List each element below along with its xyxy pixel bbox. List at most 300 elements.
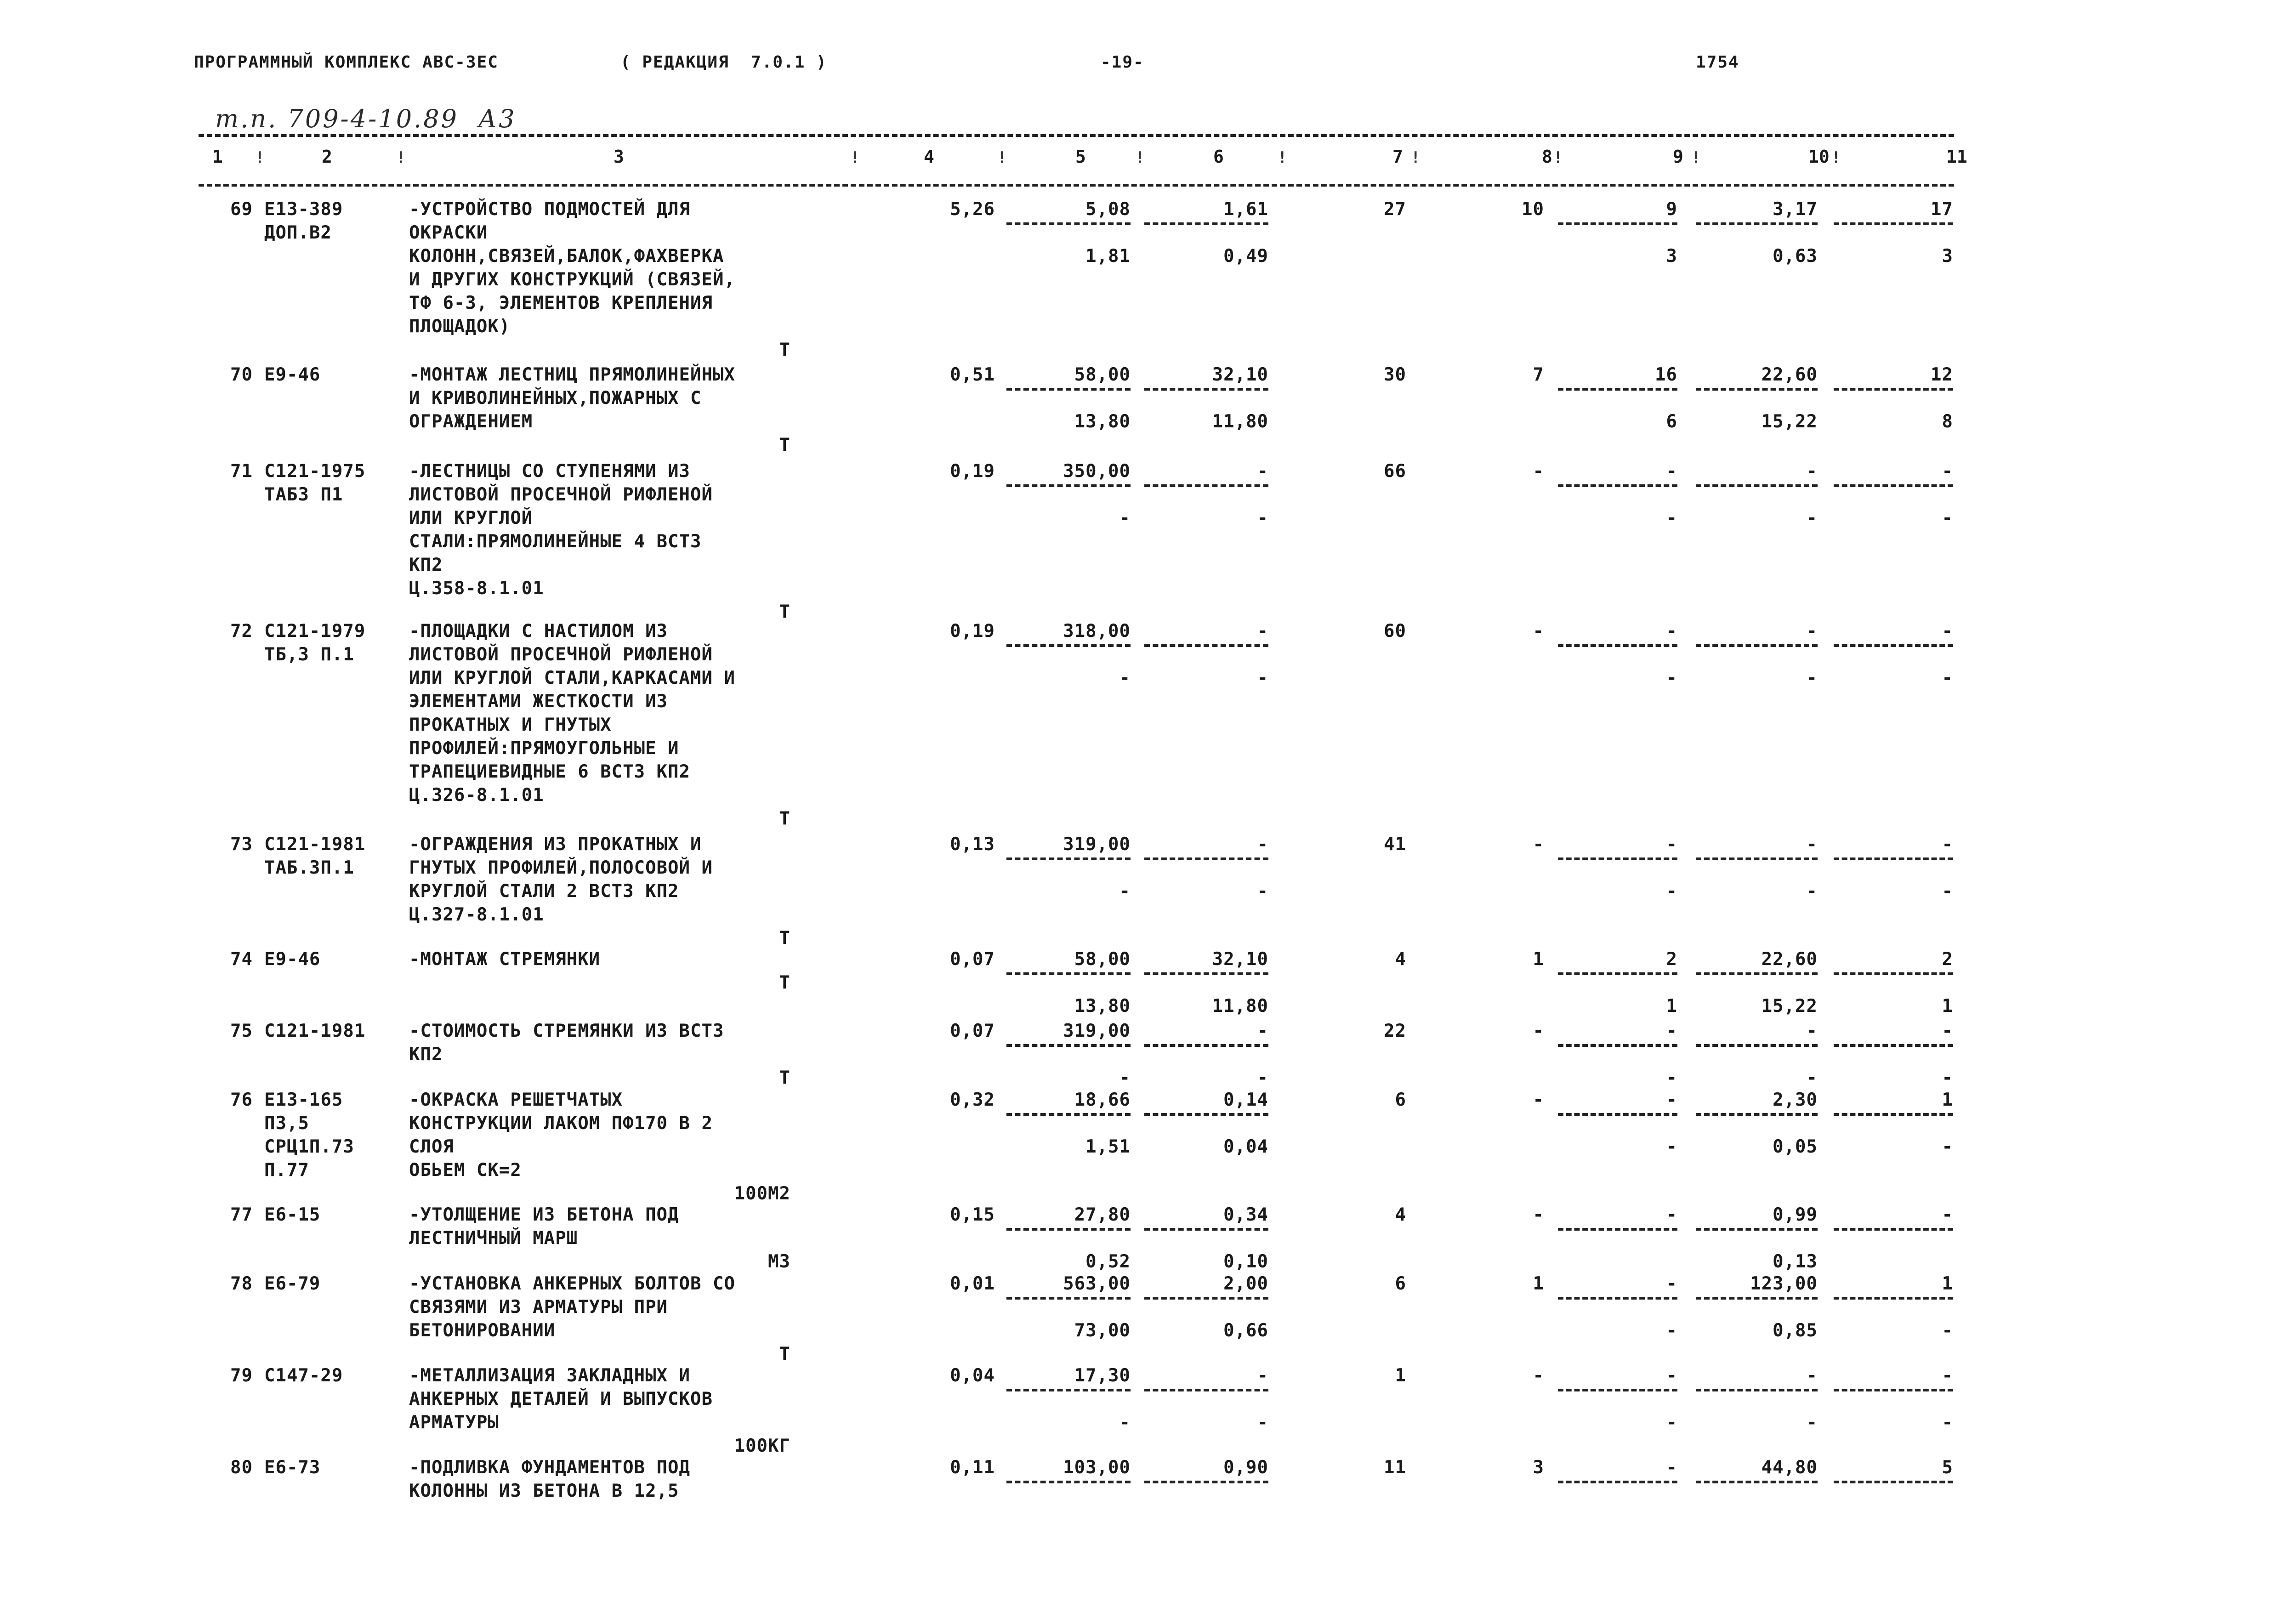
- value-c6b: -: [1257, 881, 1268, 902]
- fraction-line: [1834, 972, 1953, 975]
- fraction-line: [1558, 1113, 1677, 1116]
- value-c5: 318,00: [1063, 621, 1131, 642]
- fraction-line: [1144, 1044, 1268, 1047]
- column-number: 3: [614, 147, 624, 167]
- row-unit: Т: [779, 928, 790, 948]
- fraction-line: [1834, 1297, 1953, 1300]
- value-c9: -: [1666, 461, 1677, 482]
- row-description: КОЛОННЫ ИЗ БЕТОНА В 12,5: [409, 1481, 679, 1501]
- row-description: СВЯЗЯМИ ИЗ АРМАТУРЫ ПРИ: [409, 1297, 668, 1317]
- fraction-line: [1558, 1044, 1677, 1047]
- value-c11b: 1: [1942, 996, 1953, 1016]
- row-number: 78: [230, 1273, 253, 1294]
- value-c4: 0,13: [950, 834, 995, 855]
- row-description: -ОГРАЖДЕНИЯ ИЗ ПРОКАТНЫХ И: [409, 834, 702, 855]
- row-description: -МЕТАЛЛИЗАЦИЯ ЗАКЛАДНЫХ И: [409, 1365, 690, 1386]
- value-c11: -: [1942, 461, 1953, 482]
- value-c6: -: [1257, 1365, 1268, 1386]
- fraction-line: [1696, 484, 1818, 487]
- value-c6b: -: [1257, 1068, 1268, 1088]
- fraction-line: [1696, 1228, 1818, 1231]
- value-c11: 12: [1931, 364, 1953, 385]
- row-description: -МОНТАЖ ЛЕСТНИЦ ПРЯМОЛИНЕЙНЫХ: [409, 364, 735, 385]
- value-c5: 17,30: [1074, 1365, 1131, 1386]
- value-c10: 123,00: [1750, 1273, 1818, 1294]
- value-c11b: -: [1942, 881, 1953, 902]
- value-c6: -: [1257, 621, 1268, 642]
- row-code: П.77: [264, 1160, 309, 1181]
- edition-label: ( РЕДАКЦИЯ 7.0.1 ): [620, 53, 827, 72]
- fraction-line: [1006, 388, 1131, 391]
- row-unit: Т: [779, 808, 790, 829]
- row-code: С121-1981: [264, 1021, 366, 1041]
- value-c9: -: [1666, 1021, 1677, 1041]
- fraction-line: [1006, 1481, 1131, 1483]
- fraction-line: [1696, 1297, 1818, 1300]
- column-separator: !: [1553, 148, 1563, 167]
- value-c5b: -: [1119, 508, 1131, 528]
- value-c7: 60: [1384, 621, 1406, 642]
- value-c5b: 0,52: [1085, 1251, 1131, 1272]
- value-c4: 0,32: [950, 1090, 995, 1110]
- fraction-line: [1558, 1297, 1677, 1300]
- value-c10: 0,99: [1773, 1204, 1818, 1225]
- value-c10b: -: [1806, 881, 1818, 902]
- value-c6: 0,14: [1223, 1090, 1268, 1110]
- row-code: Е13-165: [264, 1090, 343, 1110]
- value-c7: 41: [1384, 834, 1406, 855]
- value-c4: 0,11: [950, 1457, 995, 1478]
- fraction-line: [1834, 1113, 1953, 1116]
- value-c8: 1: [1533, 1273, 1544, 1294]
- row-description: СЛОЯ: [409, 1136, 454, 1157]
- value-c11: -: [1942, 1204, 1953, 1225]
- value-c7: 22: [1384, 1021, 1406, 1041]
- fraction-line: [1006, 644, 1131, 647]
- row-description: -СТОИМОСТЬ СТРЕМЯНКИ ИЗ ВСТ3: [409, 1021, 724, 1041]
- value-c6: -: [1257, 834, 1268, 855]
- value-c9: 16: [1655, 364, 1677, 385]
- row-description: КРУГЛОЙ СТАЛИ 2 ВСТ3 КП2: [409, 881, 679, 902]
- column-separator: !: [1831, 148, 1841, 167]
- row-description: АРМАТУРЫ: [409, 1412, 499, 1433]
- fraction-line: [1144, 1228, 1268, 1231]
- fraction-line: [1006, 857, 1131, 860]
- fraction-line: [1006, 1297, 1131, 1300]
- value-c8: 10: [1522, 199, 1544, 220]
- fraction-line: [1696, 857, 1818, 860]
- fraction-line: [1006, 484, 1131, 487]
- value-c11: 17: [1931, 199, 1953, 220]
- row-description: ТРАПЕЦИЕВИДНЫЕ 6 ВСТ3 КП2: [409, 761, 690, 782]
- fraction-line: [1696, 1044, 1818, 1047]
- fraction-line: [1834, 1228, 1953, 1231]
- value-c9b: 6: [1666, 411, 1677, 432]
- row-description: И КРИВОЛИНЕЙНЫХ,ПОЖАРНЫХ С: [409, 388, 702, 409]
- row-description: СТАЛИ:ПРЯМОЛИНЕЙНЫЕ 4 ВСТ3: [409, 531, 702, 552]
- value-c10b: -: [1806, 1068, 1818, 1088]
- row-number: 76: [230, 1090, 253, 1110]
- value-c9: 2: [1666, 949, 1677, 970]
- value-c6: 32,10: [1212, 949, 1268, 970]
- value-c9: -: [1666, 1090, 1677, 1110]
- row-description: КП2: [409, 1044, 443, 1065]
- value-c11b: 3: [1942, 246, 1953, 267]
- column-number: 7: [1392, 147, 1403, 167]
- value-c9b: -: [1666, 881, 1677, 902]
- column-number: 8: [1542, 147, 1552, 167]
- value-c7: 6: [1395, 1090, 1406, 1110]
- value-c10b: 15,22: [1761, 996, 1818, 1016]
- fraction-line: [1144, 857, 1268, 860]
- value-c6: -: [1257, 461, 1268, 482]
- value-c9b: -: [1666, 1136, 1677, 1157]
- fraction-line: [1696, 222, 1818, 225]
- fraction-line: [1144, 644, 1268, 647]
- fraction-line: [1834, 388, 1953, 391]
- value-c10: -: [1806, 834, 1818, 855]
- value-c4: 0,51: [950, 364, 995, 385]
- value-c11: -: [1942, 1021, 1953, 1041]
- row-description: АНКЕРНЫХ ДЕТАЛЕЙ И ВЫПУСКОВ: [409, 1389, 713, 1409]
- value-c5: 563,00: [1063, 1273, 1131, 1294]
- value-c11b: -: [1942, 508, 1953, 528]
- value-c5: 18,66: [1074, 1090, 1131, 1110]
- row-unit: Т: [779, 340, 790, 360]
- row-number: 70: [230, 364, 253, 385]
- fraction-line: [1834, 857, 1953, 860]
- row-description: ГНУТЫХ ПРОФИЛЕЙ,ПОЛОСОВОЙ И: [409, 857, 713, 878]
- value-c6: 0,90: [1223, 1457, 1268, 1478]
- value-c4: 0,15: [950, 1204, 995, 1225]
- value-c10: -: [1806, 1365, 1818, 1386]
- sheet-number: 1754: [1696, 53, 1739, 72]
- value-c11b: 8: [1942, 411, 1953, 432]
- row-code: С121-1979: [264, 621, 366, 642]
- value-c7: 4: [1395, 949, 1406, 970]
- value-c10: 44,80: [1761, 1457, 1818, 1478]
- row-unit: Т: [779, 1344, 790, 1364]
- fraction-line: [1834, 222, 1953, 225]
- row-description: -ОКРАСКА РЕШЕТЧАТЫХ: [409, 1090, 623, 1110]
- value-c8: -: [1533, 621, 1544, 642]
- value-c7: 66: [1384, 461, 1406, 482]
- value-c5: 319,00: [1063, 834, 1131, 855]
- value-c10b: 15,22: [1761, 411, 1818, 432]
- value-c6: 2,00: [1223, 1273, 1268, 1294]
- value-c5b: -: [1119, 881, 1131, 902]
- column-number: 4: [924, 147, 934, 167]
- row-unit: Т: [779, 435, 790, 455]
- value-c10b: 0,05: [1773, 1136, 1818, 1157]
- row-code: Е13-389: [264, 199, 343, 220]
- value-c11: 1: [1942, 1273, 1953, 1294]
- page-number: -19-: [1101, 53, 1144, 72]
- row-description: КП2: [409, 555, 443, 575]
- row-description: И ДРУГИХ КОНСТРУКЦИЙ (СВЯЗЕЙ,: [409, 269, 735, 290]
- row-description: -ЛЕСТНИЦЫ СО СТУПЕНЯМИ ИЗ: [409, 461, 690, 482]
- row-code: ТБ,3 П.1: [264, 644, 354, 665]
- value-c6: 1,61: [1223, 199, 1268, 220]
- value-c5: 58,00: [1074, 364, 1131, 385]
- value-c10: -: [1806, 461, 1818, 482]
- row-number: 72: [230, 621, 253, 642]
- value-c10: -: [1806, 621, 1818, 642]
- fraction-line: [1834, 644, 1953, 647]
- value-c10: 3,17: [1773, 199, 1818, 220]
- value-c5b: 13,80: [1074, 411, 1131, 432]
- row-description: ИЛИ КРУГЛОЙ: [409, 508, 533, 528]
- handwritten-reference: т.п. 709-4-10.89 А3: [215, 104, 517, 133]
- fraction-line: [1834, 1044, 1953, 1047]
- column-number: 2: [322, 147, 332, 167]
- value-c5: 58,00: [1074, 949, 1131, 970]
- fraction-line: [1558, 972, 1677, 975]
- value-c10b: -: [1806, 1412, 1818, 1433]
- value-c8: 7: [1533, 364, 1544, 385]
- fraction-line: [1558, 388, 1677, 391]
- row-code: СРЦ1П.73: [264, 1136, 354, 1157]
- fraction-line: [1006, 1044, 1131, 1047]
- value-c6: 32,10: [1212, 364, 1268, 385]
- column-separator: !: [1691, 148, 1701, 167]
- row-description: -ПОДЛИВКА ФУНДАМЕНТОВ ПОД: [409, 1457, 690, 1478]
- value-c5: 319,00: [1063, 1021, 1131, 1041]
- fraction-line: [1558, 857, 1677, 860]
- row-description: ПРОКАТНЫХ И ГНУТЫХ: [409, 715, 612, 735]
- column-number: 10: [1808, 147, 1830, 167]
- value-c8: -: [1533, 834, 1544, 855]
- value-c5: 27,80: [1074, 1204, 1131, 1225]
- value-c10: -: [1806, 1021, 1818, 1041]
- fraction-line: [1144, 484, 1268, 487]
- value-c4: 0,04: [950, 1365, 995, 1386]
- value-c6b: -: [1257, 1412, 1268, 1433]
- row-unit: Т: [779, 1068, 790, 1088]
- column-number: 6: [1213, 147, 1224, 167]
- column-number: 5: [1075, 147, 1086, 167]
- value-c5b: 13,80: [1074, 996, 1131, 1016]
- fraction-line: [1558, 222, 1677, 225]
- value-c5b: 1,51: [1085, 1136, 1131, 1157]
- value-c8: 3: [1533, 1457, 1544, 1478]
- value-c7: 30: [1384, 364, 1406, 385]
- row-description: ЛЕСТНИЧНЫЙ МАРШ: [409, 1228, 578, 1249]
- row-description: ТФ 6-3, ЭЛЕМЕНТОВ КРЕПЛЕНИЯ: [409, 293, 713, 313]
- value-c10b: -: [1806, 508, 1818, 528]
- row-description: -УСТРОЙСТВО ПОДМОСТЕЙ ДЛЯ: [409, 199, 690, 220]
- value-c6: -: [1257, 1021, 1268, 1041]
- fraction-line: [1696, 1113, 1818, 1116]
- value-c7: 27: [1384, 199, 1406, 220]
- value-c9: -: [1666, 1365, 1677, 1386]
- value-c9b: 1: [1666, 996, 1677, 1016]
- row-number: 79: [230, 1365, 253, 1386]
- value-c4: 0,19: [950, 461, 995, 482]
- value-c6b: 11,80: [1212, 996, 1268, 1016]
- column-separator: !: [850, 148, 860, 167]
- row-number: 73: [230, 834, 253, 855]
- value-c11: 1: [1942, 1090, 1953, 1110]
- header-rule-top: [199, 134, 1954, 137]
- value-c9b: -: [1666, 668, 1677, 688]
- value-c7: 11: [1384, 1457, 1406, 1478]
- row-unit: Т: [779, 972, 790, 993]
- fraction-line: [1558, 1389, 1677, 1391]
- row-description: -ПЛОЩАДКИ С НАСТИЛОМ ИЗ: [409, 621, 668, 642]
- value-c10: 22,60: [1761, 364, 1818, 385]
- row-code: Е9-46: [264, 949, 321, 970]
- fraction-line: [1144, 972, 1268, 975]
- row-code: Е6-79: [264, 1273, 321, 1294]
- column-separator: !: [1411, 148, 1421, 167]
- value-c5: 103,00: [1063, 1457, 1131, 1478]
- row-description: ОКРАСКИ: [409, 222, 488, 243]
- value-c9: -: [1666, 1457, 1677, 1478]
- value-c4: 5,26: [950, 199, 995, 220]
- value-c6b: -: [1257, 668, 1268, 688]
- row-description: ЛИСТОВОЙ ПРОСЕЧНОЙ РИФЛЕНОЙ: [409, 484, 713, 505]
- row-description: -МОНТАЖ СТРЕМЯНКИ: [409, 949, 601, 970]
- fraction-line: [1696, 1481, 1818, 1483]
- row-description: ОБЬЕМ СК=2: [409, 1160, 522, 1181]
- value-c9b: -: [1666, 508, 1677, 528]
- value-c8: -: [1533, 1365, 1544, 1386]
- row-code: ДОП.В2: [264, 222, 332, 243]
- column-number: 11: [1946, 147, 1967, 167]
- value-c8: -: [1533, 1021, 1544, 1041]
- row-description: БЕТОНИРОВАНИИ: [409, 1320, 556, 1341]
- value-c4: 0,07: [950, 949, 995, 970]
- row-number: 80: [230, 1457, 253, 1478]
- value-c9: 9: [1666, 199, 1677, 220]
- row-description: Ц.358-8.1.01: [409, 578, 544, 599]
- program-title: ПРОГРАММНЫЙ КОМПЛЕКС АВС-3ЕС: [194, 53, 499, 72]
- row-code: Е6-15: [264, 1204, 321, 1225]
- value-c5b: 1,81: [1085, 246, 1131, 267]
- row-description: -УТОЛЩЕНИЕ ИЗ БЕТОНА ПОД: [409, 1204, 679, 1225]
- fraction-line: [1558, 484, 1677, 487]
- row-description: ЛИСТОВОЙ ПРОСЕЧНОЙ РИФЛЕНОЙ: [409, 644, 713, 665]
- column-number: 9: [1673, 147, 1683, 167]
- fraction-line: [1696, 388, 1818, 391]
- value-c4: 0,01: [950, 1273, 995, 1294]
- row-description: КОНСТРУКЦИИ ЛАКОМ ПФ170 В 2: [409, 1113, 713, 1134]
- column-separator: !: [396, 148, 406, 167]
- fraction-line: [1696, 644, 1818, 647]
- value-c6b: 0,49: [1223, 246, 1268, 267]
- fraction-line: [1834, 1481, 1953, 1483]
- value-c11b: -: [1942, 1320, 1953, 1341]
- fraction-line: [1558, 1481, 1677, 1483]
- value-c4: 0,07: [950, 1021, 995, 1041]
- fraction-line: [1834, 484, 1953, 487]
- fraction-line: [1006, 972, 1131, 975]
- value-c6b: 11,80: [1212, 411, 1268, 432]
- value-c10: 22,60: [1761, 949, 1818, 970]
- row-code: С121-1975: [264, 461, 366, 482]
- value-c8: -: [1533, 1090, 1544, 1110]
- row-unit: М3: [768, 1251, 790, 1272]
- value-c9: -: [1666, 1273, 1677, 1294]
- row-number: 77: [230, 1204, 253, 1225]
- fraction-line: [1006, 1113, 1131, 1116]
- value-c8: -: [1533, 1204, 1544, 1225]
- fraction-line: [1834, 1389, 1953, 1391]
- value-c10: 2,30: [1773, 1090, 1818, 1110]
- value-c9b: -: [1666, 1068, 1677, 1088]
- value-c9b: -: [1666, 1412, 1677, 1433]
- value-c9: -: [1666, 1204, 1677, 1225]
- column-separator: !: [1135, 148, 1145, 167]
- fraction-line: [1144, 388, 1268, 391]
- value-c5: 5,08: [1085, 199, 1131, 220]
- row-number: 71: [230, 461, 253, 482]
- value-c5b: -: [1119, 668, 1131, 688]
- row-code: С121-1981: [264, 834, 366, 855]
- value-c8: -: [1533, 461, 1544, 482]
- value-c5b: 73,00: [1074, 1320, 1131, 1341]
- column-number: 1: [212, 147, 223, 167]
- row-code: Е6-73: [264, 1457, 321, 1478]
- fraction-line: [1696, 972, 1818, 975]
- fraction-line: [1006, 1389, 1131, 1391]
- fraction-line: [1144, 1481, 1268, 1483]
- fraction-line: [1144, 1113, 1268, 1116]
- fraction-line: [1144, 222, 1268, 225]
- value-c5: 350,00: [1063, 461, 1131, 482]
- value-c11: -: [1942, 621, 1953, 642]
- value-c11: 2: [1942, 949, 1953, 970]
- fraction-line: [1144, 1297, 1268, 1300]
- fraction-line: [1696, 1389, 1818, 1391]
- value-c8: 1: [1533, 949, 1544, 970]
- value-c10b: 0,85: [1773, 1320, 1818, 1341]
- row-description: ЭЛЕМЕНТАМИ ЖЕСТКОСТИ ИЗ: [409, 691, 668, 712]
- row-description: КОЛОНН,СВЯЗЕЙ,БАЛОК,ФАХВЕРКА: [409, 246, 724, 267]
- row-description: ОГРАЖДЕНИЕМ: [409, 411, 533, 432]
- fraction-line: [1558, 1228, 1677, 1231]
- fraction-line: [1006, 222, 1131, 225]
- value-c6: 0,34: [1223, 1204, 1268, 1225]
- row-description: Ц.326-8.1.01: [409, 785, 544, 806]
- row-number: 69: [230, 199, 253, 220]
- column-separator: !: [997, 148, 1007, 167]
- row-code: С147-29: [264, 1365, 343, 1386]
- header-rule-bottom: [199, 184, 1954, 187]
- value-c11b: -: [1942, 1068, 1953, 1088]
- fraction-line: [1558, 644, 1677, 647]
- value-c6b: 0,10: [1223, 1251, 1268, 1272]
- value-c9b: 3: [1666, 246, 1677, 267]
- value-c4: 0,19: [950, 621, 995, 642]
- value-c6b: 0,66: [1223, 1320, 1268, 1341]
- column-separator: !: [1278, 148, 1287, 167]
- value-c10b: 0,63: [1773, 246, 1818, 267]
- value-c9: -: [1666, 621, 1677, 642]
- value-c10b: 0,13: [1773, 1251, 1818, 1272]
- row-unit: 100КГ: [734, 1436, 790, 1456]
- fraction-line: [1006, 1228, 1131, 1231]
- row-number: 75: [230, 1021, 253, 1041]
- value-c6b: 0,04: [1223, 1136, 1268, 1157]
- row-unit: Т: [779, 602, 790, 622]
- row-description: ПЛОЩАДОК): [409, 316, 511, 337]
- value-c5b: -: [1119, 1068, 1131, 1088]
- row-description: ПРОФИЛЕЙ:ПРЯМОУГОЛЬНЫЕ И: [409, 738, 679, 759]
- column-separator: !: [255, 148, 265, 167]
- value-c11: -: [1942, 1365, 1953, 1386]
